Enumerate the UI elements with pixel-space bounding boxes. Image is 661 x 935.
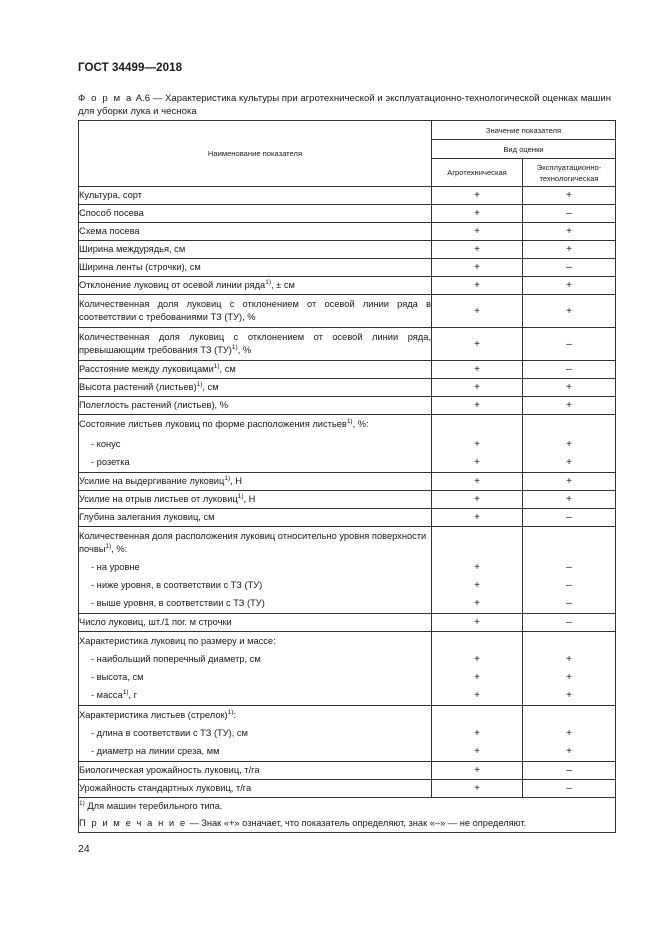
row-name: Глубина залегания луковиц, см [79, 509, 432, 527]
group-item-name: - высота, см [79, 669, 432, 687]
exploit-mark: + [523, 725, 616, 743]
footnote-ref: 1) [227, 708, 234, 716]
row-name: Биологическая урожайность луковиц, т/га [79, 762, 432, 780]
exploit-mark: + [523, 491, 616, 509]
footnote-marker: 1) [79, 800, 85, 807]
footnote-ref: 1) [224, 475, 231, 482]
agro-mark: + [432, 559, 523, 577]
exploit-mark: – [523, 361, 616, 379]
exploit-mark: + [523, 435, 616, 454]
group-item-name: - на уровне [79, 559, 432, 577]
group-item-name: - выше уровня, в соответствии с ТЗ (ТУ) [79, 595, 432, 614]
exploit-mark: + [523, 687, 616, 706]
footnote-ref: 1) [265, 279, 271, 286]
group-item-row [79, 687, 616, 706]
agro-mark: + [432, 295, 523, 328]
footnote-ref: 1) [196, 381, 203, 388]
form-label: Ф о р м а [78, 93, 133, 104]
table-row [79, 223, 616, 241]
exploit-mark: – [523, 509, 616, 527]
group-item-name [79, 687, 432, 706]
exploit-mark: + [523, 379, 616, 397]
group-item-row [79, 454, 616, 473]
row-name-text: Усилие на выдергивание луковиц [79, 476, 225, 486]
exploit-mark: + [523, 397, 616, 415]
exploit-mark: + [523, 187, 616, 205]
group-item-name: - розетка [79, 454, 432, 473]
table-row [79, 379, 616, 397]
exploit-mark: – [523, 577, 616, 595]
agro-mark: + [432, 241, 523, 259]
row-name [79, 379, 432, 397]
row-name: Ширина междурядья, см [79, 241, 432, 259]
agro-mark: + [432, 509, 523, 527]
table-row [79, 241, 616, 259]
row-name-suffix: , % [237, 345, 252, 355]
row-name-suffix: , см [219, 364, 236, 374]
header-exploit [523, 159, 616, 187]
group-item-row [79, 725, 616, 743]
row-name-text: Усилие на отрыв листьев от луковиц [79, 494, 238, 504]
group-item-row [79, 651, 616, 669]
agro-mark: + [432, 397, 523, 415]
exploit-mark: – [523, 595, 616, 614]
footnote-ref: 1) [231, 344, 238, 351]
agro-mark: + [432, 328, 523, 361]
row-name-text: Расстояние между луковицами [79, 364, 214, 374]
group-item-suffix: , г [128, 690, 138, 701]
footnote-ref: 1) [213, 363, 220, 370]
group-item-row [79, 595, 616, 614]
group-header-row [79, 527, 616, 559]
agro-mark: + [432, 379, 523, 397]
group-title [79, 706, 432, 725]
row-name [79, 361, 432, 379]
row-name: Урожайность стандартных луковиц, т/га [79, 780, 432, 798]
table-row [79, 614, 616, 632]
row-name: Количественная доля луковиц с отклонением от осевой линии ряда в соответствии с требованиями ТЗ (ТУ), % [79, 295, 432, 328]
exploit-mark: + [523, 743, 616, 762]
row-name-text: Количественная доля луковиц с отклонением от осевой линии ряда, превышающим требования ТЗ (ТУ) [79, 332, 431, 355]
agro-mark: + [432, 762, 523, 780]
exploit-mark: + [523, 277, 616, 295]
characteristics-table [78, 120, 616, 833]
group-item-row [79, 743, 616, 762]
group-title [79, 415, 432, 435]
agro-mark: + [432, 223, 523, 241]
agro-mark: + [432, 780, 523, 798]
group-item-name: - наибольший поперечный диаметр, см [79, 651, 432, 669]
table-row [79, 187, 616, 205]
header-agro: Агротехническая [432, 159, 523, 187]
group-header-row [79, 706, 616, 725]
row-name [79, 473, 432, 491]
agro-mark: + [432, 277, 523, 295]
group-title-text: Характеристика листьев (стрелок) [79, 709, 228, 720]
row-name-text: Высота растений (листьев) [79, 382, 197, 392]
row-name-suffix: , Н [230, 476, 242, 486]
group-header-row [79, 415, 616, 435]
header-exploit-line1: Эксплуатационно- [536, 162, 602, 172]
group-title-suffix: , %: [111, 543, 128, 554]
row-name: Культура, сорт [79, 187, 432, 205]
group-title-text: Состояние листьев луковиц по форме расположения листьев [79, 419, 347, 430]
exploit-mark: – [523, 205, 616, 223]
exploit-mark: + [523, 473, 616, 491]
agro-mark: + [432, 614, 523, 632]
agro-mark: + [432, 187, 523, 205]
agro-mark: + [432, 361, 523, 379]
note-label: П р и м е ч а н и е [79, 818, 187, 828]
exploit-mark: + [523, 669, 616, 687]
agro-mark: + [432, 473, 523, 491]
footnote-ref: 1) [105, 542, 112, 550]
exploit-mark: + [523, 651, 616, 669]
footnote-row [79, 798, 616, 833]
group-item-row [79, 435, 616, 454]
agro-mark: + [432, 687, 523, 706]
table-row [79, 328, 616, 361]
footnote-line [79, 798, 615, 815]
group-item-row [79, 669, 616, 687]
row-name: Ширина ленты (строчки), см [79, 259, 432, 277]
exploit-mark: – [523, 328, 616, 361]
table-row [79, 277, 616, 295]
table-row [79, 259, 616, 277]
group-title: Характеристика луковиц по размеру и массе: [79, 632, 432, 651]
agro-mark: + [432, 577, 523, 595]
row-name-suffix: , Н [243, 494, 256, 504]
exploit-mark: – [523, 559, 616, 577]
header-value-group: Значение показателя [432, 121, 616, 140]
header-exploit-line2: технологическая [539, 173, 599, 183]
exploit-mark: + [523, 241, 616, 259]
table-row [79, 295, 616, 328]
row-name: Число луковиц, шт./1 пог. м строчки [79, 614, 432, 632]
agro-mark: + [432, 259, 523, 277]
exploit-mark: + [523, 223, 616, 241]
table-row [79, 762, 616, 780]
row-name-text: Отклонение луковиц от осевой линии ряда [79, 280, 266, 290]
agro-mark: + [432, 435, 523, 454]
exploit-mark: – [523, 780, 616, 798]
agro-mark: + [432, 725, 523, 743]
agro-mark: + [432, 595, 523, 614]
group-item-row [79, 559, 616, 577]
row-name: Схема посева [79, 223, 432, 241]
row-name-suffix: , ± см [270, 280, 295, 290]
group-item-name: - ниже уровня, в соответствии с ТЗ (ТУ) [79, 577, 432, 595]
table-row [79, 491, 616, 509]
exploit-mark: – [523, 259, 616, 277]
exploit-mark: + [523, 454, 616, 473]
group-item-name: - конус [79, 435, 432, 454]
group-title [79, 527, 432, 559]
agro-mark: + [432, 651, 523, 669]
table-row [79, 780, 616, 798]
footnote-ref: 1) [237, 493, 244, 500]
agro-mark: + [432, 454, 523, 473]
agro-mark: + [432, 491, 523, 509]
note-text: — Знак «+» означает, что показатель определяют, знак «–» — не определяют. [189, 818, 527, 828]
row-name: Способ посева [79, 205, 432, 223]
group-item-name: - диаметр на линии среза, мм [79, 743, 432, 762]
table-row [79, 509, 616, 527]
note-line [79, 815, 615, 832]
table-footnote [79, 798, 616, 833]
form-title: — Характеристика культуры при агротехнической и эксплуатационно-технологической оценках машин для уборки лука и чеснока [78, 93, 612, 117]
page-number: 24 [78, 843, 90, 855]
agro-mark: + [432, 205, 523, 223]
document-code: ГОСТ 34499—2018 [78, 62, 183, 74]
row-name [79, 277, 432, 295]
group-item-text: - масса [91, 690, 123, 701]
form-number: А.6 [135, 93, 151, 104]
agro-mark: + [432, 743, 523, 762]
table-row [79, 397, 616, 415]
group-item-name: - длина в соответствии с ТЗ (ТУ), см [79, 725, 432, 743]
group-header-row [79, 632, 616, 651]
row-name [79, 491, 432, 509]
table-row [79, 361, 616, 379]
exploit-mark: – [523, 762, 616, 780]
row-name [79, 328, 432, 361]
header-name-column: Наименование показателя [79, 121, 432, 187]
form-caption [78, 92, 618, 118]
group-item-row [79, 577, 616, 595]
table-row [79, 205, 616, 223]
row-name: Полеглость растений (листьев), % [79, 397, 432, 415]
exploit-mark: + [523, 295, 616, 328]
table-row [79, 473, 616, 491]
header-eval-type: Вид оценки [432, 140, 616, 159]
footnote-ref: 1) [122, 689, 129, 697]
footnote-ref: 1) [346, 418, 353, 426]
group-title-text: Количественная доля расположения луковиц относительно уровня поверхности почвы [79, 530, 427, 554]
exploit-mark: – [523, 614, 616, 632]
row-name-suffix: , см [202, 382, 219, 392]
agro-mark: + [432, 669, 523, 687]
group-title-suffix: : [233, 709, 237, 720]
group-title-suffix: , %: [352, 419, 369, 430]
footnote-text: Для машин теребильного типа. [87, 801, 223, 811]
